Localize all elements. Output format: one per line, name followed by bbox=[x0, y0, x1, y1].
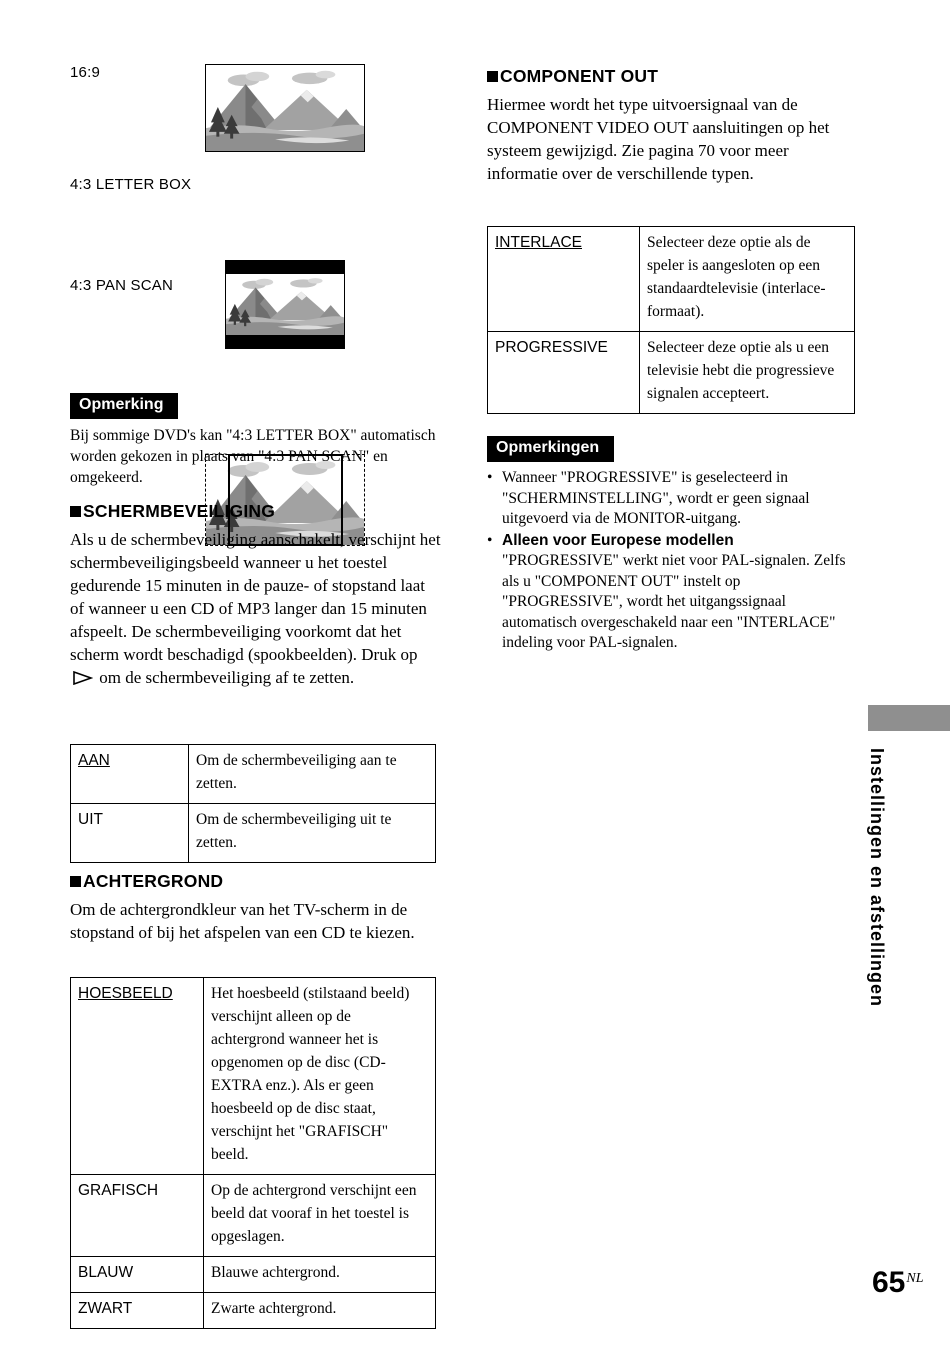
option-key: UIT bbox=[71, 804, 189, 863]
screensaver-paragraph-text: Als u de schermbeveiliging aanschakelt, verschijnt het schermbeveiligingsbeeld wanneer u het toestel gedurende 15 minuten in de pauze- of stopstand laat of wanneer u een CD of MP3 langer dan 15 minuten afspeelt. De schermbeveiliging voorkomt dat het scherm wordt beschadigd (spookbeelden). Druk op bbox=[70, 530, 441, 664]
table-row bbox=[488, 227, 855, 332]
option-description: Om de schermbeveiliging uit te zetten. bbox=[189, 804, 436, 863]
chapter-tab-marker bbox=[868, 705, 950, 731]
table-row bbox=[71, 1293, 436, 1329]
heading-screensaver bbox=[70, 501, 275, 522]
page-number bbox=[872, 1266, 924, 1300]
note-text: "PROGRESSIVE" werkt niet voor PAL-signalen. Zelfs als u "COMPONENT OUT" instelt op "PROGRESSIVE", wordt het uitgangssignaal automatisch overgeschakeld naar een "INTERLACE" indeling voor PAL-signalen. bbox=[502, 552, 846, 651]
table-row bbox=[71, 1257, 436, 1293]
list-item bbox=[487, 468, 859, 530]
section-marker-icon bbox=[487, 71, 498, 82]
screensaver-table bbox=[70, 744, 436, 863]
table-row bbox=[71, 745, 436, 804]
bullet-icon: • bbox=[487, 469, 493, 486]
table-row bbox=[488, 332, 855, 414]
table-row bbox=[71, 804, 436, 863]
option-key: GRAFISCH bbox=[71, 1175, 204, 1257]
table-row bbox=[71, 978, 436, 1175]
option-description: Zwarte achtergrond. bbox=[204, 1293, 436, 1329]
notes-badge-label: Opmerkingen bbox=[487, 436, 614, 462]
component-paragraph: Hiermee wordt het type uitvoersignaal van de COMPONENT VIDEO OUT aansluitingen op het systeem gewijzigd. Zie pagina 70 voor meer informatie over de verschillende typen. bbox=[487, 95, 830, 183]
option-key: HOESBEELD bbox=[71, 978, 204, 1175]
note-badge-left bbox=[70, 393, 178, 419]
page-number-suffix: NL bbox=[906, 1271, 924, 1286]
option-description: Selecteer deze optie als de speler is aangesloten op een standaardtelevisie (interlace-formaat). bbox=[640, 227, 855, 332]
background-paragraph: Om de achtergrondkleur van het TV-scherm in de stopstand of bij het afspelen van een CD te kiezen. bbox=[70, 900, 415, 942]
note-badge-label: Opmerking bbox=[70, 393, 178, 419]
option-key: ZWART bbox=[71, 1293, 204, 1329]
heading-screensaver-label: SCHERMBEVEILIGING bbox=[83, 501, 276, 521]
notes-badge-right bbox=[487, 436, 614, 462]
page-number-value: 65 bbox=[872, 1266, 906, 1299]
option-description: Op de achtergrond verschijnt een beeld dat vooraf in het toestel is opgeslagen. bbox=[204, 1175, 436, 1257]
note-body bbox=[502, 531, 859, 654]
option-description: Het hoesbeeld (stilstaand beeld) verschijnt alleen op de achtergrond wanneer het is opgenomen op de disc (CD-EXTRA enz.). Als er geen hoesbeeld op de disc staat, verschijnt het "GRAFISCH" beeld. bbox=[204, 978, 436, 1175]
table-row bbox=[71, 1175, 436, 1257]
screensaver-paragraph bbox=[70, 528, 442, 691]
landscape-image bbox=[226, 274, 344, 335]
option-description: Blauwe achtergrond. bbox=[204, 1257, 436, 1293]
chapter-sidebar-label: Instellingen en afstellingen bbox=[867, 748, 887, 1008]
heading-background-label: ACHTERGROND bbox=[83, 871, 224, 891]
section-marker-icon bbox=[70, 506, 81, 517]
option-description: Om de schermbeveiliging aan te zetten. bbox=[189, 745, 436, 804]
play-icon bbox=[72, 668, 93, 691]
heading-component-out bbox=[487, 66, 658, 87]
aspect-label-panscan: 4:3 PAN SCAN bbox=[70, 277, 173, 294]
option-key: BLAUW bbox=[71, 1257, 204, 1293]
list-item bbox=[487, 531, 859, 654]
note-text-left: Bij sommige DVD's kan "4:3 LETTER BOX" automatisch worden gekozen in plaats van "4:3 PAN SCAN" en omgekeerd. bbox=[70, 427, 436, 486]
option-key: PROGRESSIVE bbox=[488, 332, 640, 414]
heading-component-out-label: COMPONENT OUT bbox=[500, 66, 659, 86]
background-table bbox=[70, 977, 436, 1329]
heading-background bbox=[70, 871, 223, 892]
section-marker-icon bbox=[70, 876, 81, 887]
component-table bbox=[487, 226, 855, 414]
screensaver-paragraph-text-2: om de schermbeveiliging af te zetten. bbox=[99, 668, 355, 687]
tv-image-16-9 bbox=[205, 64, 365, 152]
note-bold-text: Alleen voor Europese modellen bbox=[502, 531, 734, 549]
aspect-label-16-9: 16:9 bbox=[70, 64, 100, 81]
notes-list bbox=[487, 468, 859, 655]
bullet-icon: • bbox=[487, 531, 493, 549]
aspect-label-letterbox: 4:3 LETTER BOX bbox=[70, 176, 192, 193]
option-key: AAN bbox=[71, 745, 189, 804]
option-description: Selecteer deze optie als u een televisie hebt die progressieve signalen accepteert. bbox=[640, 332, 855, 414]
note-body bbox=[502, 468, 859, 530]
note-text: Wanneer "PROGRESSIVE" is geselecteerd in "SCHERMINSTELLING", wordt er geen signaal uitgevoerd via de MONITOR-uitgang. bbox=[502, 469, 810, 527]
tv-image-letterbox bbox=[225, 260, 345, 349]
option-key: INTERLACE bbox=[488, 227, 640, 332]
landscape-image bbox=[206, 65, 364, 151]
